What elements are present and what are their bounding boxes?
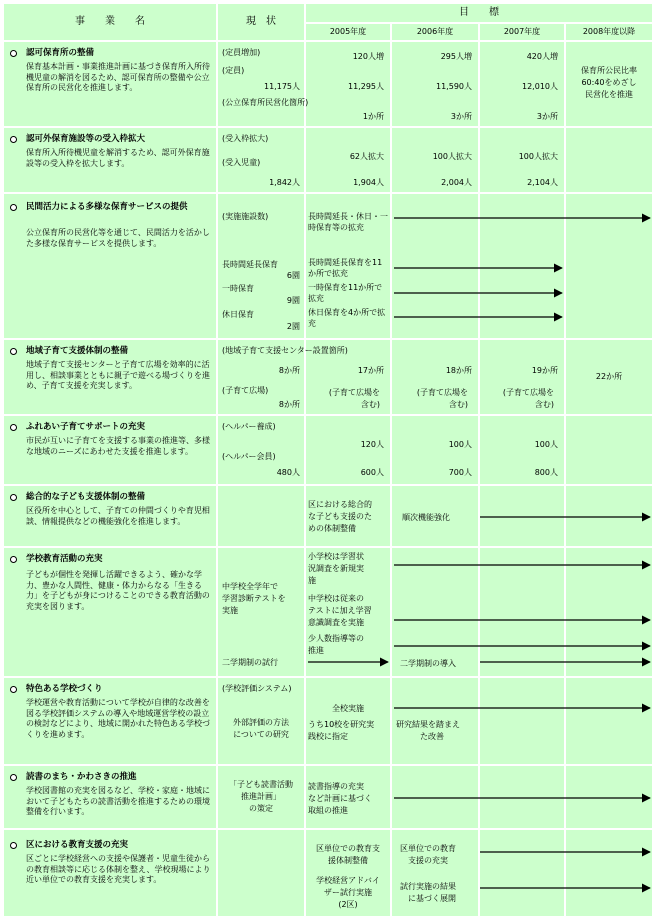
row-5-2005-1: な子ども支援のた: [308, 512, 372, 521]
row-0-2008-2: 民営化を推進: [585, 90, 633, 99]
header-target-label: 目 標: [459, 7, 499, 18]
row-7-2005-0: 全校実施: [332, 704, 364, 713]
row-4-2006-0: 100人: [448, 440, 472, 449]
row-1-2007-1: 2,104人: [527, 178, 558, 187]
row-3-2007-2: 含む): [534, 400, 554, 409]
header-year-2005: 2005年度: [329, 27, 367, 36]
row-5-2005-0: 区における総合的: [308, 500, 372, 509]
row-6-2005-3: 中学校は従来の: [308, 594, 364, 603]
row-3-status-3: 8か所: [278, 400, 300, 409]
row-2-status-4: 9園: [286, 296, 300, 305]
row-0-2007-0: 420人増: [526, 52, 558, 61]
row-2-desc: 公立保育所の民営化等を通じて、民間活力を活かした多様な保育サービスを提供します。: [26, 228, 210, 248]
row-5-desc: 区役所を中心として、子育ての仲間づくりや育児相談、情報提供などの機能強化を推進します。: [26, 506, 210, 526]
row-9-2005-4: (2区): [338, 900, 358, 909]
row-5-2005-2: めの体制整備: [308, 524, 356, 533]
row-6-2005-7: 推進: [308, 646, 324, 655]
row-8-status-1: 推進計画」: [241, 792, 281, 801]
row-5-title: 総合的な子ども支援体制の整備: [26, 492, 146, 502]
row-6-2006-0: 二学期制の導入: [400, 659, 456, 668]
row-1-title: 認可外保育施設等の受入枠拡大: [26, 134, 146, 144]
row-0-status-3: (公立保育所民営化箇所): [222, 98, 309, 107]
row-9-2006-2: 試行実施の結果: [400, 882, 456, 891]
row-7-status-0: (学校評価システム): [222, 684, 292, 693]
row-0-2005-1: 11,295人: [348, 82, 384, 91]
row-6-title: 学校教育活動の充実: [26, 554, 103, 564]
row-1-2006-0: 100人拡大: [432, 152, 472, 161]
row-8-desc: 学校図書館の充実を図るなど、学校・家庭・地域において子どもたちの読書活動を推進するための環境整備を行います。: [26, 786, 210, 816]
row-0-status-0: (定員増加): [222, 48, 261, 57]
row-1-status-0: (受入枠拡大): [222, 134, 269, 143]
row-7-2005-2: 践校に指定: [308, 732, 348, 741]
row-2-status-5: 休日保育: [222, 310, 254, 319]
row-0-2007-1: 12,010人: [522, 82, 558, 91]
row-3-2007-1: (子育て広場を: [502, 388, 554, 397]
row-3-2005-2: 含む): [360, 400, 380, 409]
row-4-2007-0: 100人: [534, 440, 558, 449]
row-3-2006-2: 含む): [448, 400, 468, 409]
row-4-title: ふれあい子育てサポートの充実: [26, 422, 146, 432]
row-1-2006-1: 2,004人: [441, 178, 472, 187]
row-6-status-0: 中学校全学年で: [222, 582, 278, 591]
row-6-2005-2: 施: [308, 576, 316, 585]
row-4-status-0: (ヘルパー養成): [222, 422, 276, 431]
row-0-status-1: (定員): [222, 66, 245, 75]
row-1-desc: 保育所入所待機児童を解消するため、認可外保育施設等の受入枠を拡大します。: [26, 148, 210, 168]
row-7-title: 特色ある学校づくり: [26, 684, 103, 694]
row-4-2005-0: 120人: [360, 440, 384, 449]
row-3-2006-1: (子育て広場を: [416, 388, 468, 397]
row-1-status-2: 1,842人: [269, 178, 300, 187]
row-2-status-3: 一時保育: [222, 284, 254, 293]
row-9-2005-0: 区単位での教育支: [316, 844, 380, 853]
row-2-status-6: 2園: [286, 322, 300, 331]
row-6-2005-5: 意識調査を実施: [308, 618, 364, 627]
row-0-2005-2: 1か所: [362, 112, 384, 121]
row-4-status-2: 480人: [276, 468, 300, 477]
header-year-2008: 2008年度以降: [582, 27, 636, 36]
row-0-2006-2: 3か所: [450, 112, 472, 121]
row-8-status-2: の策定: [249, 804, 273, 813]
row-7-2005-1: うち10校を研究実: [308, 720, 375, 729]
row-8-2005-2: 取組の推進: [308, 806, 348, 815]
row-8-2005-1: など計画に基づく: [308, 794, 372, 803]
row-2-2005-1: 長時間延長保育を11か所で拡充: [308, 258, 383, 278]
row-6-2005-4: テストに加え学習: [308, 606, 372, 615]
row-8-status-0: 「子ども読書活動: [229, 780, 293, 789]
row-3-status-1: 8か所: [278, 366, 300, 375]
row-6-2005-1: 況調査を新規実: [308, 564, 364, 573]
row-3-status-0: (地域子育て支援センター設置箇所): [222, 346, 348, 355]
row-7-status-2: についての研究: [233, 730, 289, 739]
row-9-2006-0: 区単位での教育: [400, 844, 456, 853]
row-2-status-1: 長時間延長保育: [222, 260, 278, 269]
row-9-title: 区における教育支援の充実: [26, 840, 129, 850]
row-6-2005-6: 少人数指導等の: [308, 634, 364, 643]
row-7-desc: 学校運営や教育活動について学校が自律的な改善を図る学校評価システムの導入や地域運営学校の設立の検討などにより、地域に開かれた特色ある学校づくりを進めます。: [26, 698, 210, 739]
row-6-2005-0: 小学校は学習状: [308, 552, 364, 561]
row-9-2005-2: 学校経営アドバイ: [316, 876, 380, 885]
row-0-title: 認可保育所の整備: [26, 48, 95, 58]
row-7-2006-1: た改善: [420, 732, 444, 741]
row-2-title: 民間活力による多様な保育サービスの提供: [26, 202, 188, 212]
row-0-desc: 保育基本計画・事業推進計画に基づき保育所入所待機児童の解消を図るため、認可保育所の整備や公立保育所の民営化を推進します。: [26, 62, 210, 92]
row-6-desc: 子どもが個性を発揮し活躍できるよう、確かな学力、豊かな人間性、健康・体力からなる「生きる力」を子どもが身につけることのできる教育活動の充実を図ります。: [26, 570, 210, 611]
row-4-desc: 市民が互いに子育てを支援する事業の推進等、多様な地域のニーズにあわせた支援を推進します。: [26, 436, 210, 456]
header-year-2007: 2007年度: [503, 27, 541, 36]
row-0-2007-2: 3か所: [536, 112, 558, 121]
row-3-2005-0: 17か所: [357, 366, 384, 375]
header-status-label: 現 状: [246, 16, 276, 27]
row-0-status-2: 11,175人: [264, 82, 300, 91]
row-6-status-1: 学習診断テストを: [222, 594, 286, 603]
row-8-title: 読書のまち・かわさきの推進: [26, 772, 137, 782]
row-0-2006-1: 11,590人: [436, 82, 472, 91]
row-1-status-1: (受入児童): [222, 158, 261, 167]
row-3-desc: 地域子育て支援センターと子育て広場を効率的に活用し、相談事業とともに親子で遊べる場づくりを進め、子育て支援を充実します。: [26, 360, 210, 390]
row-8-2005-0: 読書指導の充実: [308, 782, 364, 791]
row-5-2006-0: 順次機能強化: [402, 513, 450, 522]
row-4-status-1: (ヘルパー会員): [222, 452, 276, 461]
row-4-2007-1: 800人: [534, 468, 558, 477]
row-0-2008-1: 60:40をめざし: [581, 78, 637, 87]
row-9-2006-1: 支援の充実: [408, 856, 448, 865]
row-9-desc: 区ごとに学校経営への支援や保護者・児童生徒からの教育相談等に応じる体制を整え、学校現場により近い単位での教育支援を充実します。: [26, 854, 211, 884]
row-3-2005-1: (子育て広場を: [328, 388, 380, 397]
row-4-2006-1: 700人: [448, 468, 472, 477]
row-3-2006-0: 18か所: [445, 366, 472, 375]
row-0-2006-0: 295人増: [440, 52, 472, 61]
row-2-2005-0: 長時間延長・休日・一時保育等の拡充: [308, 212, 388, 232]
row-1-2005-0: 62人拡大: [349, 152, 384, 161]
row-0-2008-0: 保育所公民比率: [581, 66, 637, 75]
row-7-status-1: 外部評価の方法: [233, 718, 289, 727]
row-3-2007-0: 19か所: [531, 366, 558, 375]
row-3-status-2: (子育て広場): [222, 386, 269, 395]
row-3-2008-0: 22か所: [595, 372, 623, 381]
row-9-2005-1: 援体制整備: [328, 856, 368, 865]
row-2-2005-2: 一時保育を11か所で拡充: [308, 283, 383, 303]
row-9-2006-3: に基づく展開: [408, 894, 456, 903]
row-6-status-2: 実施: [222, 606, 238, 615]
row-0-2005-0: 120人増: [352, 52, 384, 61]
row-6-status-3: 二学期制の試行: [222, 658, 278, 667]
row-2-status-0: (実施施設数): [222, 212, 269, 221]
row-3-title: 地域子育て支援体制の整備: [26, 346, 129, 356]
row-7-2006-0: 研究結果を踏まえ: [396, 720, 460, 729]
row-9-2005-3: ザー試行実施: [324, 888, 372, 897]
header-year-2006: 2006年度: [416, 27, 454, 36]
row-1-2005-1: 1,904人: [353, 178, 384, 187]
header-name-label: 事 業 名: [75, 16, 145, 27]
row-2-2005-3: 休日保育を4か所で拡充: [308, 308, 386, 328]
row-4-2005-1: 600人: [360, 468, 384, 477]
row-2-status-2: 6園: [286, 271, 300, 280]
row-1-2007-0: 100人拡大: [518, 152, 558, 161]
